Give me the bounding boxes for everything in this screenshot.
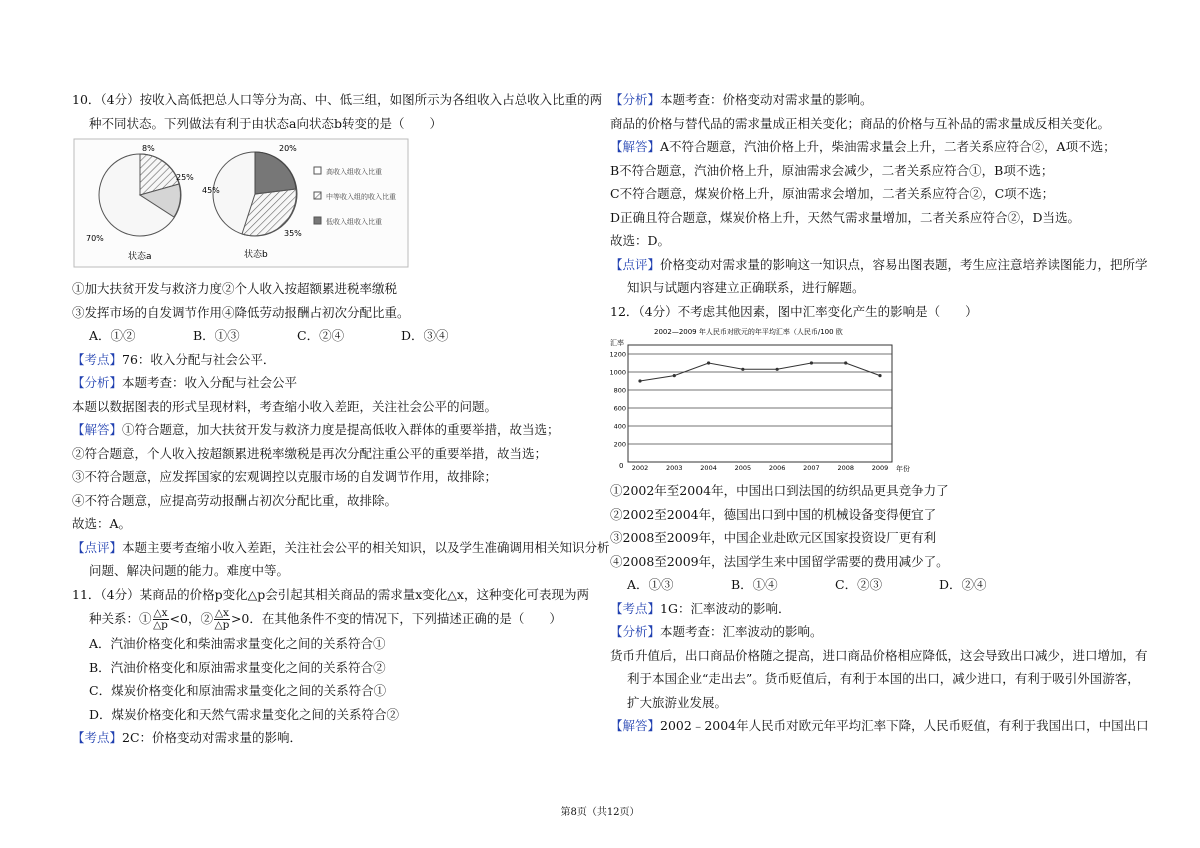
data-point-2004 xyxy=(707,361,710,364)
q11-jieda-line3: C不符合题意，煤炭价格上升，原油需求会增加，二者关系应符合②，C项不选； xyxy=(610,186,1055,201)
q12-exchange-rate-chart xyxy=(610,325,1132,475)
q12-option-c: C．②③ xyxy=(835,577,883,592)
q12-jieda-line1: 2002﹣2004年人民币对欧元年平均汇率下降，人民币贬值，有利于我国出口，中国出口 xyxy=(660,718,1149,733)
kaodian-tag: 【考点】 xyxy=(610,600,661,616)
q10-items-line2: ③发挥市场的自发调节作用④降低劳动报酬占初次分配比重。 xyxy=(72,304,410,320)
chart-origin-label: 0 xyxy=(619,462,624,470)
q10-fenxi-text: 本题考查：收入分配与社会公平 xyxy=(122,375,298,390)
q11-relation-2: >0．在其他条件不变的情况下，下列描述正确的是（ ） xyxy=(230,611,562,626)
x-tick-label-2002: 2002 xyxy=(631,464,649,472)
legend-label-high: 高收入组收入比重 xyxy=(326,168,382,176)
q11-jieda-line1: A不符合题意，汽油价格上升，柴油需求量会上升，二者关系应符合②，A项不选； xyxy=(660,139,1116,154)
data-point-2007 xyxy=(810,361,813,364)
x-tick-label-2003: 2003 xyxy=(666,464,683,472)
frac2-den: △p xyxy=(214,619,230,631)
fenxi-tag: 【分析】 xyxy=(72,375,123,390)
y-tick-label-1000: 1000 xyxy=(610,368,626,377)
pie-b-label-2: 45% xyxy=(202,186,220,195)
right-column xyxy=(610,88,1149,738)
pie-b-label-3: 35% xyxy=(284,229,302,238)
q11-fenxi-line2: 商品的价格与替代品的需求量成正相关变化；商品的价格与互补品的需求量成反相关变化。 xyxy=(610,115,1111,131)
dianping-tag: 【点评】 xyxy=(72,539,123,555)
q10-jieda xyxy=(72,418,592,442)
frac1-num: △x xyxy=(153,607,168,619)
q11-dianping-line2: 知识与试题内容建立正确联系，进行解题。 xyxy=(627,280,865,295)
fenxi-tag: 【分析】 xyxy=(610,92,661,107)
q12-item-4: ④2008至2009年，法国学生来中国留学需要的费用减少了。 xyxy=(610,553,949,569)
data-point-2009 xyxy=(878,374,881,377)
q11-jieda xyxy=(610,135,1132,159)
q11-fraction-1 xyxy=(153,608,169,631)
chart-xlabel: 年份 xyxy=(896,465,910,473)
q12-options xyxy=(610,573,1132,597)
y-tick-label-400: 400 xyxy=(613,422,626,431)
x-tick-label-2008: 2008 xyxy=(837,464,854,472)
x-tick-label-2009: 2009 xyxy=(871,464,889,472)
q10-option-b: B．①③ xyxy=(193,328,240,343)
q11-jieda-line2: B不符合题意，汽油价格上升，原油需求会减少，二者关系应符合①，B项不选； xyxy=(610,162,1054,178)
q10-stem-line1: 10．（4分）按收入高低把总人口等分为高、中、低三组，如图所示为各组收入占总收入比重的两 xyxy=(72,92,603,107)
pie-a-label-1: 8% xyxy=(142,144,155,153)
exchange-rate-svg xyxy=(610,325,910,475)
q10-jieda-line1: ①符合题意，加大扶贫开发与救济力度是提高低收入群体的重要举措，故当选； xyxy=(122,422,560,437)
q11-fenxi xyxy=(610,88,1132,112)
q10-items-line1: ①加大扶贫开发与救济力度②个人收入按超额累进税率缴税 xyxy=(72,281,398,296)
legend-swatch-high xyxy=(314,167,321,174)
data-point-2005 xyxy=(741,368,744,371)
q12-item-1: ①2002年至2004年，中国出口到法国的纺织品更具竞争力了 xyxy=(610,483,949,498)
q12-item-2: ②2002至2004年，德国出口到中国的机械设备变得便宜了 xyxy=(610,506,937,522)
jieda-tag: 【解答】 xyxy=(72,422,123,437)
q11-stem-line2 xyxy=(72,606,592,632)
q11-answer: 故选：D。 xyxy=(610,233,671,248)
q10-dianping-line1: 本题主要考查缩小收入差距，关注社会公平的相关知识，以及学生准确调用相关知识分析 xyxy=(122,539,610,555)
q10-option-c: C．②④ xyxy=(297,328,345,343)
y-tick-label-1200: 1200 xyxy=(610,350,626,359)
q11-kaodian-text: 2C：价格变动对需求量的影响． xyxy=(122,730,303,745)
q12-kaodian xyxy=(610,597,1132,621)
x-tick-label-2005: 2005 xyxy=(734,464,752,472)
q12-kaodian-text: 1G：汇率波动的影响． xyxy=(660,600,791,616)
y-tick-label-200: 200 xyxy=(613,440,626,449)
q10-pie-figure xyxy=(72,137,592,273)
left-column xyxy=(72,88,610,750)
q11-option-c: C．煤炭价格变化和原油需求量变化之间的关系符合① xyxy=(89,683,387,698)
q11-option-a: A．汽油价格变化和柴油需求量变化之间的关系符合① xyxy=(89,636,386,651)
data-point-2003 xyxy=(673,374,676,377)
legend-label-low: 低收入组收入比重 xyxy=(326,218,382,226)
q10-stem-line2: 种不同状态。下列做法有利于由状态a向状态b转变的是（ ） xyxy=(89,115,442,131)
chart-ylabel: 汇率 xyxy=(610,339,624,347)
x-tick-label-2004: 2004 xyxy=(700,464,717,472)
q11-relation-1: <0，② xyxy=(169,611,213,626)
dianping-tag: 【点评】 xyxy=(610,256,661,272)
q12-item-3: ③2008至2009年，中国企业赴欧元区国家投资设厂更有利 xyxy=(610,530,937,545)
q10-kaodian-text: 76：收入分配与社会公平． xyxy=(122,351,276,367)
jieda-tag: 【解答】 xyxy=(610,139,661,154)
q12-fenxi-line3: 利于本国企业“走出去”。货币贬值后，有利于本国的出口，减少进口，有利于吸引外国游客， xyxy=(627,671,1140,686)
q10-kaodian xyxy=(72,348,592,372)
chart-frame xyxy=(628,345,892,462)
kaodian-tag: 【考点】 xyxy=(72,351,123,367)
legend-swatch-middle xyxy=(314,192,321,199)
pie-b-title: 状态b xyxy=(244,250,268,260)
q11-dianping xyxy=(610,253,1148,277)
q11-fenxi-text: 本题考查：价格变动对需求量的影响。 xyxy=(660,92,873,107)
q11-dianping-line1: 价格变动对需求量的影响这一知识点，容易出图表题，考生应注意培养读图能力，把所学 xyxy=(660,256,1148,272)
frac2-num: △x xyxy=(214,607,229,619)
pie-a-title: 状态a xyxy=(128,252,152,262)
q11-jieda-line4: D正确且符合题意，煤炭价格上升，天然气需求量增加，二者关系应符合②，D当选。 xyxy=(610,209,1081,225)
q10-jieda-line3: ③不符合题意，应发挥国家的宏观调控以克服市场的自发调节作用，故排除； xyxy=(72,469,498,484)
y-tick-label-800: 800 xyxy=(613,386,626,395)
q12-option-d: D．②④ xyxy=(939,577,987,592)
legend-label-middle: 中等收入组的收入比重 xyxy=(326,193,396,201)
q12-fenxi-text: 本题考查：汇率波动的影响。 xyxy=(660,624,823,639)
q11-option-b: B．汽油价格变化和原油需求量变化之间的关系符合② xyxy=(89,659,386,675)
q12-fenxi-line4: 扩大旅游业发展。 xyxy=(627,694,728,710)
q12-stem: 12．（4分）不考虑其他因素，图中汇率变化产生的影响是（ ） xyxy=(610,303,978,319)
q10-dianping-line2: 问题、解决问题的能力。难度中等。 xyxy=(89,563,290,578)
chart-title: 2002—2009 年人民币对欧元的年平均汇率（人民币/100 欧 xyxy=(654,328,843,336)
q10-jieda-line4: ④不符合题意，应提高劳动报酬占初次分配比重，故排除。 xyxy=(72,492,398,508)
pie-b-label-1: 20% xyxy=(279,144,297,153)
frac1-den: △p xyxy=(153,619,168,631)
kaodian-tag: 【考点】 xyxy=(72,730,123,745)
x-tick-label-2006: 2006 xyxy=(768,464,786,472)
pie-a-label-3: 70% xyxy=(86,234,104,243)
q11-relation-intro: 种关系：① xyxy=(89,611,152,626)
legend-swatch-low xyxy=(314,217,321,224)
data-point-2006 xyxy=(776,368,779,371)
data-point-2008 xyxy=(844,361,847,364)
q10-answer: 故选：A。 xyxy=(72,516,132,531)
y-tick-label-600: 600 xyxy=(613,404,626,413)
fenxi-tag: 【分析】 xyxy=(610,624,661,639)
q10-fenxi xyxy=(72,371,592,395)
q10-jieda-line2: ②符合题意，个人收入按超额累进税率缴税是再次分配注重公平的重要举措，故当选； xyxy=(72,445,548,461)
data-point-2002 xyxy=(638,379,641,382)
pie-a-label-2: 25% xyxy=(176,173,194,182)
q11-option-d: D．煤炭价格变化和天然气需求量变化之间的关系符合② xyxy=(89,706,400,722)
q12-jieda xyxy=(610,714,1149,738)
q10-options xyxy=(72,324,592,348)
q10-option-a: A．①② xyxy=(89,328,136,343)
x-tick-label-2007: 2007 xyxy=(803,464,820,472)
jieda-tag: 【解答】 xyxy=(610,718,661,733)
page-footer: 第8页（共12页） xyxy=(560,807,640,818)
q12-fenxi xyxy=(610,620,1132,644)
q12-option-b: B．①④ xyxy=(731,577,778,592)
q10-fenxi-line2: 本题以数据图表的形式呈现材料，考查缩小收入差距，关注社会公平的问题。 xyxy=(72,398,498,414)
q10-pie-svg xyxy=(72,137,412,271)
q11-fraction-2 xyxy=(214,608,230,631)
q12-option-a: A．①③ xyxy=(627,577,674,592)
q11-stem-line1: 11．（4分）某商品的价格p变化△p会引起其相关商品的需求量x变化△x，这种变化可表现为两 xyxy=(72,586,589,602)
q10-dianping xyxy=(72,536,610,560)
q10-option-d: D．③④ xyxy=(401,328,449,343)
q11-kaodian xyxy=(72,726,592,750)
q12-fenxi-line2: 货币升值后，出口商品价格随之提高，进口商品价格相应降低，这会导致出口减少，进口增加，有 xyxy=(610,647,1148,663)
